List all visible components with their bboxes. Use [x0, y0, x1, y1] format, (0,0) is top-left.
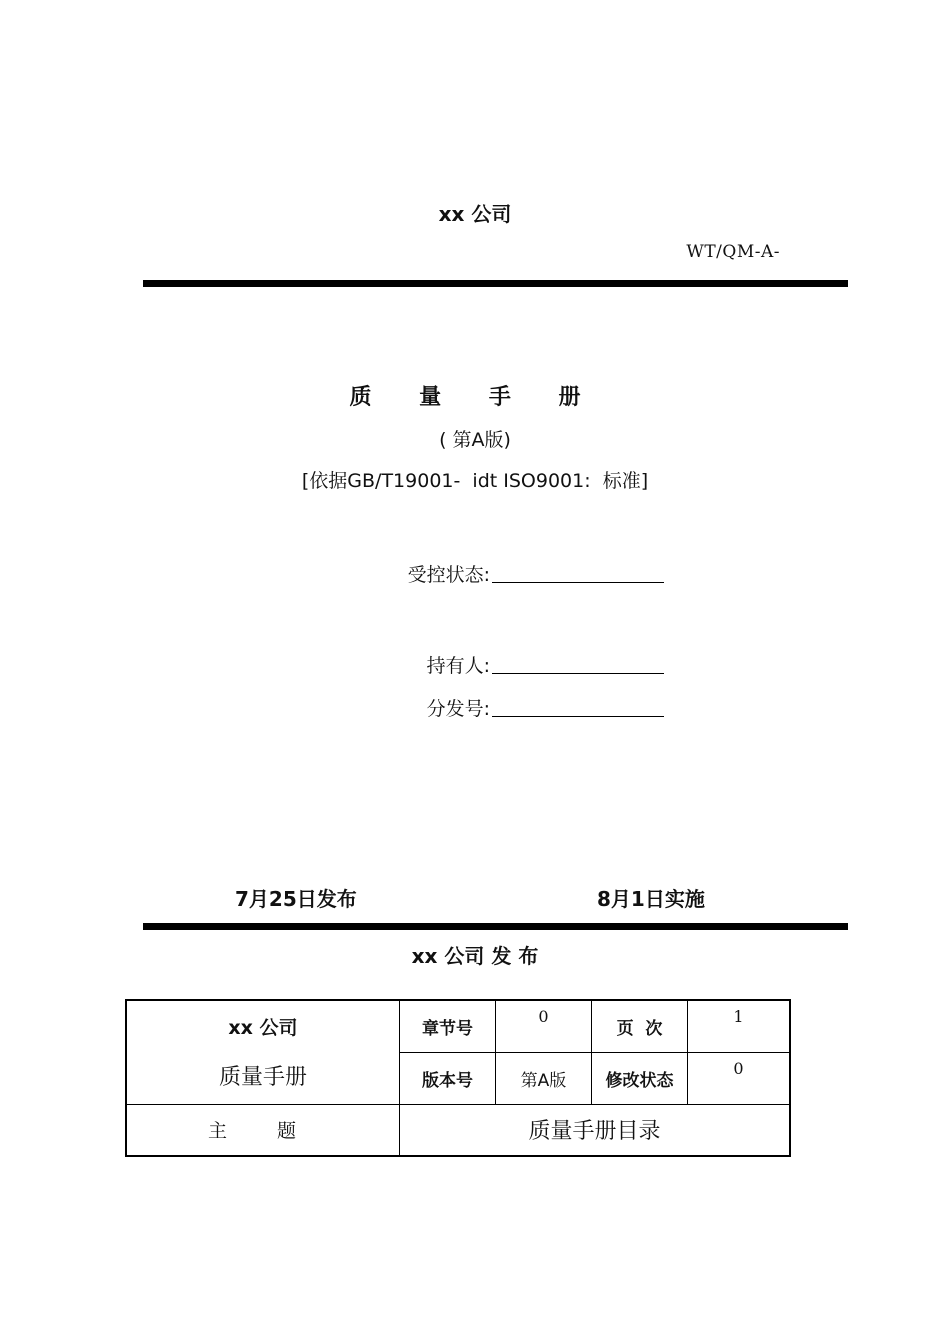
version-value: 第A版 [496, 1052, 592, 1104]
chapter-label: 章节号 [400, 1000, 496, 1052]
subject-label: 主 题 [126, 1104, 400, 1156]
document-code: WT/QM-A- [686, 242, 780, 262]
document-title: 质 量 手 册 [349, 385, 601, 410]
control-status-field [0, 560, 950, 590]
distribution-number-field [0, 694, 950, 724]
distribution-number-label: 分发号: [426, 698, 490, 720]
table-manual-name: 质量手册 [218, 1065, 307, 1091]
revision-label: 修改状态 [592, 1052, 688, 1104]
issuer: xx 公司 发 布 [411, 944, 539, 968]
revision-value: 0 [688, 1052, 791, 1104]
standard-basis: [依据GB/T19001- idt ISO9001: 标准] [301, 470, 649, 492]
control-status-label: 受控状态: [407, 564, 490, 586]
edition-label: ( 第A版) [439, 429, 511, 451]
holder-field [0, 651, 950, 681]
company-manual-cell [126, 1000, 400, 1104]
effective-date: 8月1日实施 [597, 887, 705, 911]
version-label: 版本号 [400, 1052, 496, 1104]
document-info-table [125, 999, 791, 1157]
table-company-name: xx 公司 [228, 1017, 298, 1040]
distribution-number-input-line[interactable] [492, 694, 664, 717]
control-status-input-line[interactable] [492, 560, 664, 583]
release-date: 7月25日发布 [235, 887, 357, 911]
chapter-value: 0 [496, 1000, 592, 1052]
subject-value: 质量手册目录 [400, 1104, 791, 1156]
holder-label: 持有人: [426, 655, 490, 677]
page-value: 1 [688, 1000, 791, 1052]
top-divider [143, 280, 848, 287]
page-label: 页 次 [592, 1000, 688, 1052]
bottom-divider [143, 923, 848, 930]
company-name: xx 公司 [438, 202, 512, 226]
holder-input-line[interactable] [492, 651, 664, 674]
